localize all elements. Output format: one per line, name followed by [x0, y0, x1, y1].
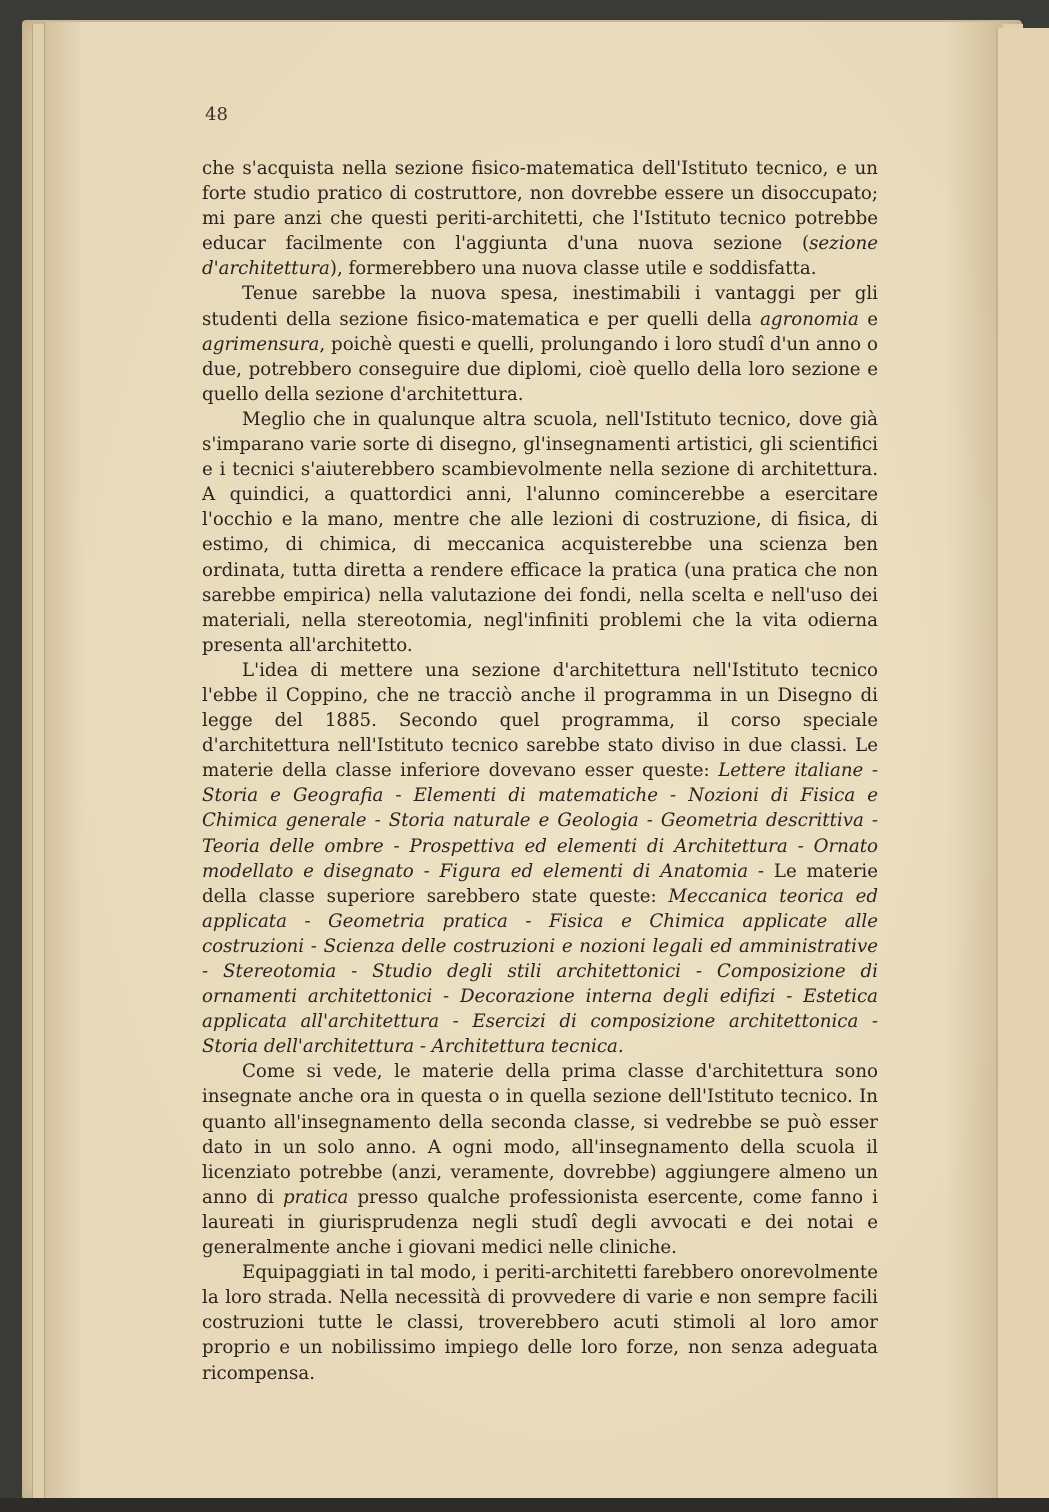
facing-page-edge — [996, 28, 1049, 1500]
text-run: , poichè questi e quelli, prolungando i loro studî d'un anno o due, potrebbero conseguire due diplomi, cioè quello della loro sezione e quello della sezione d'architettura. — [202, 333, 878, 405]
scan-border — [0, 1498, 1049, 1512]
text-run: e — [858, 308, 878, 330]
text-run: L'idea di mettere una sezione d'architettura nell'Istituto tecnico l'ebbe il Coppino, che ne tracciò anche il programma in un Disegno di legge del 1885. Secondo quel programma, il corso speciale d'architettura nell'Istituto tecnico sarebbe stato diviso in due classi. Le materie della classe inferiore dovevano esser queste: — [202, 659, 878, 782]
paragraph — [202, 658, 878, 1060]
paragraph — [202, 1059, 878, 1260]
text-run: Come si vede, le materie della prima classe d'architettura sono insegnate anche ora in questa o in quella sezione dell'Istituto tecnico. In quanto all'insegnamento della seconda classe, si vedrebbe se può esser dato in un solo anno. A ogni modo, all'insegnamento della scuola il licenziato potrebbe (anzi, veramente, dovrebbe) aggiungere almeno un anno di — [202, 1061, 878, 1208]
text-run: ), formerebbero una nuova classe utile e soddisfatta. — [329, 258, 817, 280]
italic-text: Meccanica teorica ed applicata - Geometria pratica - Fisica e Chimica applicate alle costruzioni - Scienza delle costruzioni e nozioni legali ed amministrative - Stereotomia - Studio degli stili architettonici - Composizione di ornamenti architettonici - Decorazione interna degli edifizi - Estetica applicata all'architettura - Esercizi di composizione architettonica - Storia dell'architettura - Architettura tecnica. — [202, 885, 878, 1058]
italic-text: pratica — [282, 1186, 349, 1208]
body-text — [202, 156, 878, 1386]
text-run: Equipaggiati in tal modo, i periti-architetti farebbero onorevolmente la loro strada. Nella necessità di provvedere di varie e non sempre facili costruzioni tutte le classi, troverebbero acuti stimoli al loro amor proprio e un nobilissimo impiego delle loro forze, non senza adeguata ricompensa. — [202, 1262, 878, 1384]
paragraph — [202, 156, 878, 281]
italic-text: sezione d'architettura — [202, 233, 878, 280]
text-run: presso qualche professionista esercente, come fanno i laureati in giurisprudenza negli studî degli avvocati e dei notai e generalmente anche i giovani medici nelle cliniche. — [202, 1186, 878, 1259]
text-run: che s'acquista nella sezione fisico-matematica dell'Istituto tecnico, e un forte studio pratico di costruttore, non dovrebbe essere un disoccupato; mi pare anzi che questi periti-architetti, che l'Istituto tecnico potrebbe educar facilmente con l'aggiunta d'una nuova sezione ( — [202, 158, 878, 255]
page-number: 48 — [205, 104, 228, 125]
italic-text: Lettere italiane - Storia e Geografia - Elementi di matematiche - Nozioni di Fisica e Chimica generale - Storia naturale e Geologia - Geometria descrittiva - Teoria delle ombre - Prospettiva ed elementi di Architettura - Ornato modellato e disegnato - Figura ed elementi di Anatomia — [202, 760, 878, 882]
paragraph — [202, 407, 878, 658]
text-run: - Le materie della classe superiore sarebbero state queste: — [202, 860, 878, 907]
italic-text: agrimensura — [202, 333, 320, 355]
text-run: Tenue sarebbe la nuova spesa, inestimabili i vantaggi per gli studenti della sezione fisico-matematica e per quelli della — [202, 283, 878, 330]
text-run: Meglio che in qualunque altra scuola, nell'Istituto tecnico, dove già s'imparano varie sorte di disegno, gl'insegnamenti artistici, gli scientifici e i tecnici s'aiuterebbero scambievolmente nella sezione di architettura. A quindici, a quattordici anni, l'alunno comincerebbe a esercitare l'occhio e la mano, mentre che alle lezioni di costruzione, di fisica, di estimo, di chimica, di meccanica acquisterebbe una scienza ben ordinata, tutta diretta a rendere efficace la pratica (una pratica che non sarebbe empirica) nella valutazione dei fondi, nella scelta e nell'uso dei materiali, nella stereotomia, negl'infiniti problemi che la vita odierna presenta all'architetto. — [202, 408, 878, 656]
italic-text: agronomia — [760, 308, 859, 330]
paragraph — [202, 1260, 878, 1385]
paragraph — [202, 281, 878, 406]
